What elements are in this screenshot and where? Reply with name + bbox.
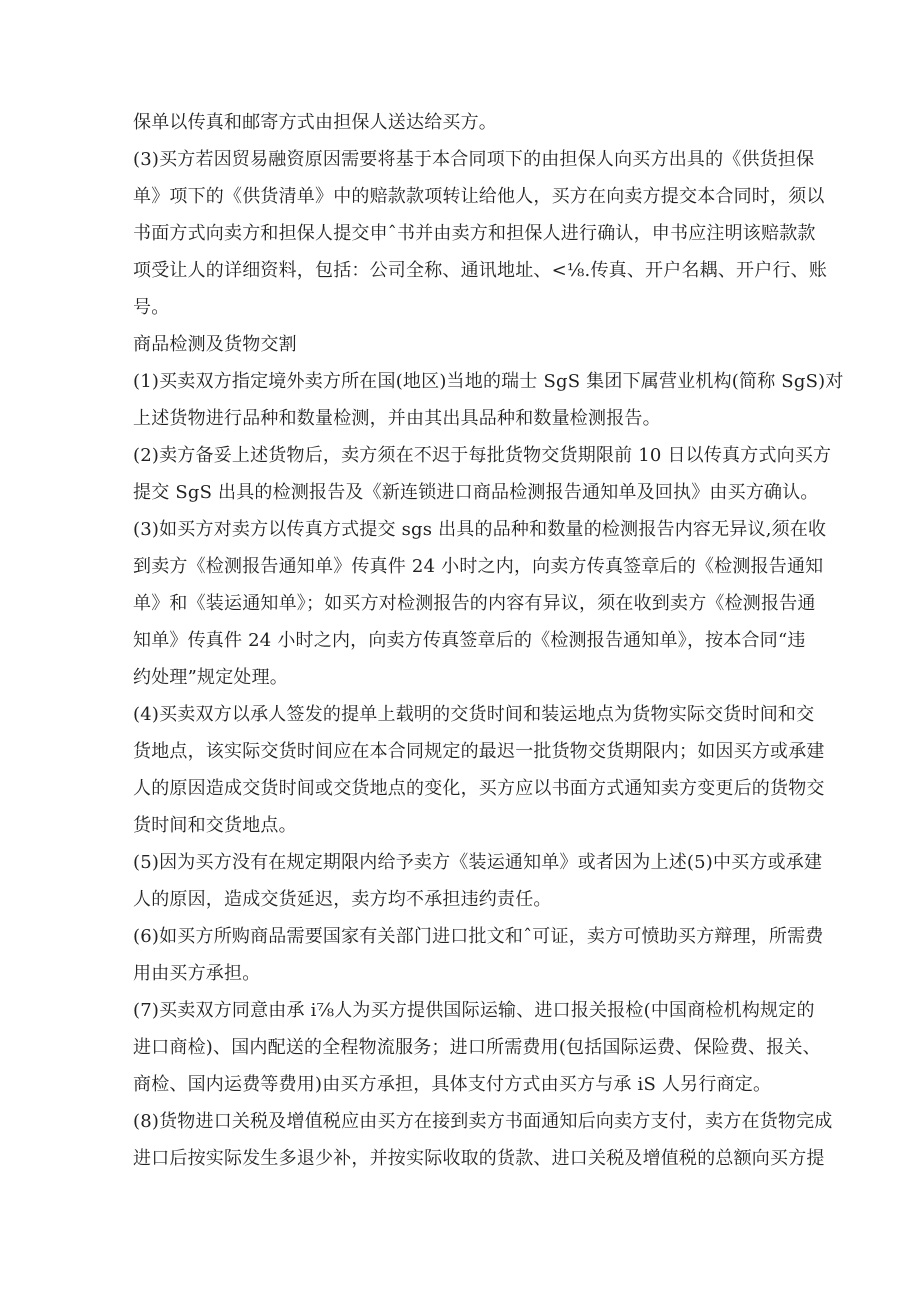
doc-line: 用由买方承担。 (133, 963, 261, 984)
doc-line: 项受让人的详细资料，包括：公司全称、通讯地址、<⅛.传真、开户名耦、开户行、账 (133, 260, 828, 281)
contract-text-block (133, 104, 844, 1177)
doc-line: 提交 SgS 出具的检测报告及《新连锁进口商品检测报告通知单及回执》由买方确认。 (133, 482, 819, 503)
doc-line: (3)如买方对卖方以传真方式提交 sgs 出具的品种和数量的检测报告内容无异议,须在收 (133, 519, 827, 540)
section-heading: 商品检测及货物交割 (133, 334, 297, 355)
doc-line: 保单以传真和邮寄方式由担保人送达给买方。 (133, 112, 497, 133)
doc-line: 号。 (133, 297, 170, 318)
doc-line: (5)因为买方没有在规定期限内给予卖方《装运通知单》或者因为上述(5)中买方或承建 (133, 852, 823, 873)
doc-line: (8)货物进口关税及增值税应由买方在接到卖方书面通知后向卖方支付，卖方在货物完成 (133, 1111, 833, 1132)
doc-line: (7)买卖双方同意由承 i⅞人为买方提供国际运输、进口报关报检(中国商检机构规定的 (133, 1000, 815, 1021)
doc-line: (4)买卖双方以承人签发的提单上载明的交货时间和装运地点为货物实际交货时间和交 (133, 704, 815, 725)
doc-line: 约处理”规定处理。 (133, 667, 289, 688)
doc-line: 人的原因，造成交货延迟，卖方均不承担违约责任。 (133, 889, 552, 910)
doc-line: 书面方式向卖方和担保人提交申ˆ书并由卖方和担保人进行确认，申书应注明该赔款款 (133, 223, 816, 244)
doc-line: 进口后按实际发生多退少补，并按实际收取的货款、进口关税及增值税的总额向买方提 (133, 1148, 825, 1169)
doc-line: 进口商检)、国内配送的全程物流服务；进口所需费用(包括国际运费、保险费、报关、 (133, 1037, 821, 1058)
doc-line: 货时间和交货地点。 (133, 815, 297, 836)
doc-line: 到卖方《检测报告通知单》传真件 24 小时之内，向卖方传真签章后的《检测报告通知 (133, 556, 824, 577)
doc-line: 上述货物进行品种和数量检测，并由其出具品种和数量检测报告。 (133, 408, 661, 429)
doc-line: (1)买卖双方指定境外卖方所在国(地区)当地的瑞士 SgS 集团下属营业机构(简称 SgS)对 (133, 371, 844, 392)
doc-line: 货地点，该实际交货时间应在本合同规定的最迟一批货物交货期限内；如因买方或承建 (133, 741, 825, 762)
doc-line: (3)买方若因贸易融资原因需要将基于本合同项下的由担保人向买方出具的《供货担保 (133, 149, 815, 170)
doc-line: 人的原因造成交货时间或交货地点的变化，买方应以书面方式通知卖方变更后的货物交 (133, 778, 825, 799)
doc-line: (6)如买方所购商品需要国家有关部门进口批文和ˆ可证，卖方可愤助买方辩理，所需费 (133, 926, 824, 947)
doc-line: 单》项下的《供货清单》中的赔款款项转让给他人，买方在向卖方提交本合同时，须以 (133, 186, 825, 207)
doc-line: 知单》传真件 24 小时之内，向卖方传真签章后的《检测报告通知单》，按本合同“违 (133, 630, 806, 651)
doc-line: 单》和《装运通知单》；如买方对检测报告的内容有异议，须在收到卖方《检测报告通 (133, 593, 816, 614)
doc-line: 商检、国内运费等费用)由买方承担，具体支付方式由买方与承 iS 人另行商定。 (133, 1074, 772, 1095)
doc-line: (2)卖方备妥上述货物后，卖方须在不迟于每批货物交货期限前 10 日以传真方式向买方 (133, 445, 832, 466)
